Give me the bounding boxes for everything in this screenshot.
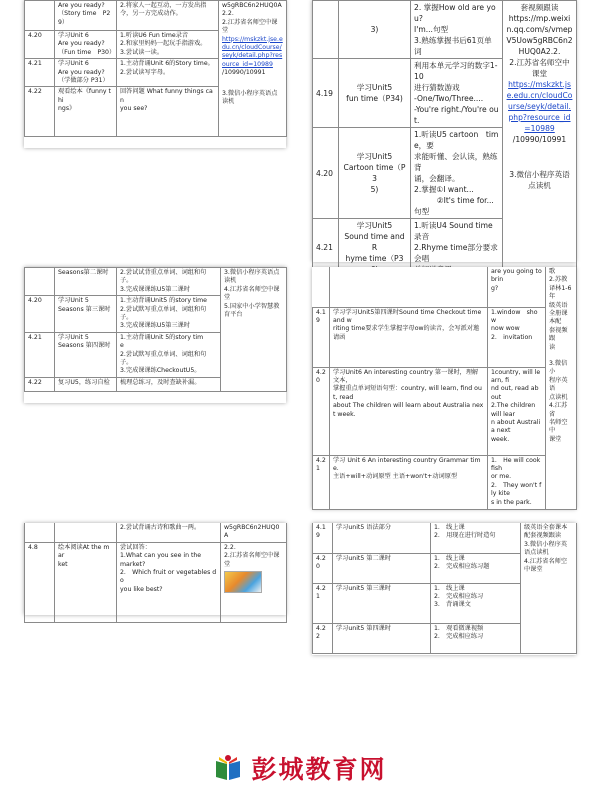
tasks-cell: 1. 观看微课视频 2. 完成相应练习: [431, 623, 521, 653]
schedule-table-2: [312, 0, 577, 302]
lesson-title-cell: 学习Unit6 An interesting country 第一课时，理解文本， 掌握重点单词短语句型：country, will learn, find out, read about The children will learn about Australia next week.: [330, 367, 488, 455]
date-cell: 4.21: [313, 583, 333, 623]
tasks-cell: 1.听读U6 Fun time录音 2.和家里妈妈一起玩手指游戏。 3.尝试读一读。: [117, 31, 219, 59]
date-cell: 4.8: [25, 542, 55, 622]
date-cell: [313, 267, 330, 307]
schedule-panel-1: [24, 0, 286, 148]
table-row: [313, 1, 577, 59]
date-cell: 4.21: [313, 219, 339, 277]
lesson-title-cell: 复习U5，练习自检: [55, 377, 117, 391]
date-cell: 4.19: [313, 523, 333, 553]
lesson-title-cell: 学习Unit5 fun time（P34): [339, 59, 411, 128]
date-cell: 4.22: [25, 377, 55, 391]
schedule-table-3: [24, 267, 287, 392]
course-link[interactable]: https://mskzkt.jse.edu.cn/cloudCourse/seyk/detail.php?resource_id=10989: [506, 80, 573, 133]
tasks-cell: 梳理总练习，及时查缺补漏。: [117, 377, 221, 391]
tasks-cell: 2. 掌握How old are you? I'm...句型 3.熟练掌握书后61页单词: [411, 1, 503, 59]
schedule-panel-4: [312, 267, 576, 509]
lesson-title-cell: [55, 523, 117, 542]
resources-cell: 2.2. 2.江苏省名师空中课 堂: [221, 542, 287, 622]
lesson-title-cell: 学习Unit 6 Are you ready? （Fun time P30）: [55, 31, 117, 59]
lesson-title-cell: 学习Unit 5 Seasons 第三课时: [55, 296, 117, 333]
resources-cell: w5gRBC6n2HUQ0A: [221, 523, 287, 542]
table-row: [313, 307, 577, 367]
lesson-title-cell: 学习 Unit 6 An interesting country Grammar time. 主语+will+动词原型 主语+won't+动词原型: [330, 455, 488, 509]
tasks-cell: 回答问题 What funny things can you see?: [117, 87, 219, 137]
schedule-table-5: [24, 523, 287, 623]
schedule-table-1: [24, 0, 287, 137]
lesson-title-cell: 学习学习Unit5第四课时Sound time Checkout time and w riting time要求学生掌握字母ow的读音，会写派对邀请函: [330, 307, 488, 367]
schedule-panel-2: [312, 0, 576, 262]
date-cell: 4.22: [25, 87, 55, 137]
tasks-cell: 1. 线上课 2. 完成相应练习 3. 背诵课文: [431, 583, 521, 623]
date-cell: 4.19: [313, 59, 339, 128]
date-cell: 4.21: [313, 455, 330, 509]
date-cell: [25, 523, 55, 542]
tasks-cell: 1. 线上课 2. 用现在进行时造句: [431, 523, 521, 553]
tasks-cell: 2.尝试背诵古诗和歌曲一两。: [117, 523, 221, 542]
tasks-cell: 1.主动背诵Unit 6的Story time。 2.尝试读写字母。: [117, 59, 219, 87]
schedule-table-4: [312, 267, 577, 510]
schedule-panel-3: [24, 267, 286, 403]
date-cell: [25, 268, 55, 296]
date-cell: 4.22: [313, 623, 333, 653]
lesson-title-cell: 学习unit5 第二课时: [333, 553, 431, 583]
date-cell: [25, 1, 55, 31]
tasks-cell: 1.window show now wow 2. invitation: [488, 307, 546, 367]
tasks-cell: 1. 线上课 2. 完成相应练习题: [431, 553, 521, 583]
resources-cell: 3.微信小程序英语点 读机 4.江苏省名师空中课 堂 5.国家中小学智慧教 育平台: [221, 268, 287, 392]
tasks-cell: 1.听读U5 cartoon time，要 求能听懂、会认读，熟练背 诵，会翻译。 2.掌握①I want... ②It's time for...句型: [411, 128, 503, 219]
table-row: [313, 523, 577, 553]
date-cell: 4.21: [25, 59, 55, 87]
schedule-panel-5: [24, 523, 286, 615]
date-cell: 4.20: [313, 367, 330, 455]
lesson-title-cell: 学习Unit 5 Seasons 第四课时: [55, 332, 117, 377]
resources-cell: 套视频跟读 https://mp.weixin.qq.com/s/vmepV5Uow5gRBC6n2HUQ0A2.2. 2.江苏省名师空中课堂 https://mskzkt.jse.edu.cn/cloudCourse/seyk/detail.php?resource_id=10989 /10990/10991 3.微信小程序英语点读机: [503, 1, 577, 302]
tasks-cell: 1.主动背诵Unit 5的story tim e 2.尝试默写重点单词、词组和句 子。 3.完成课课练CheckoutU5。: [117, 332, 221, 377]
tasks-cell: 1.主动背诵Unit5 的story time 2.尝试默写重点单词、词组和句 子。 3.完成课课练U5第三课时: [117, 296, 221, 333]
tasks-cell: 1.听读U4 Sound time录音 2.Rhyme time部分要求会唱: [411, 219, 503, 277]
lesson-title-cell: 3): [339, 1, 411, 59]
tasks-cell: are you going to brin g?: [488, 267, 546, 307]
date-cell: 4.20: [25, 296, 55, 333]
date-cell: 4.20: [313, 553, 333, 583]
date-cell: 4.20: [25, 31, 55, 59]
picture-book-thumbnail: [224, 571, 262, 593]
date-cell: 4.20: [313, 128, 339, 219]
table-row: [25, 268, 287, 296]
resources-cell: 级英语全套课本 配套视频跟读 3.微信小程序英 语点读机 4.江苏省名师空 中课堂: [521, 523, 577, 653]
tasks-cell: 2.尝试试背重点单词、词组和句 子。 3.完成课课练U5第二课时: [117, 268, 221, 296]
site-footer: [0, 745, 600, 791]
date-cell: [313, 1, 339, 59]
date-cell: 4.19: [313, 307, 330, 367]
lesson-title-cell: 学习unit5 第三课时: [333, 583, 431, 623]
schedule-panel-6: [312, 523, 576, 655]
tasks-cell: 2.将家人一起互动，一方发出指 令，另一方完成动作。: [117, 1, 219, 31]
tasks-cell: 1country, will learn, fi nd out, read about 2.The children will lear n about Australia next week.: [488, 367, 546, 455]
table-row: [313, 455, 577, 509]
table-row: [313, 267, 577, 307]
lesson-title-cell: 观看绘本《funny thi ngs》: [55, 87, 117, 137]
lesson-title-cell: 学习Unit5 Sound time and R hyme time（P3: [339, 219, 411, 277]
lesson-title-cell: 学习Unit 6 Are you ready? （学做部分 P31）: [55, 59, 117, 87]
lesson-title-cell: [330, 267, 488, 307]
tasks-cell: 利用本单元学习的数字1-10 进行猜数游戏 -One/Two/Three.... -You're right./You're out.: [411, 59, 503, 128]
date-cell: 4.21: [25, 332, 55, 377]
lesson-title-cell: Seasons第二课时: [55, 268, 117, 296]
table-row: [313, 367, 577, 455]
lesson-title-cell: 绘本阅读At the mar ket: [55, 542, 117, 622]
resources-cell: 歌 2.苏教译林1-6年 级英语全册课本配 套视频跟 读 3.微信小 程序英语 点读机 4.江苏省 名师空中 课堂: [546, 267, 577, 509]
lesson-title-cell: 学习unit5 第四课时: [333, 623, 431, 653]
lesson-title-cell: Are you ready? （Story time P2 9）: [55, 1, 117, 31]
schedule-table-6: [312, 523, 577, 654]
lesson-title-cell: 学习Unit5 Cartoon time（P3 5): [339, 128, 411, 219]
table-row: [25, 542, 287, 622]
table-row: [25, 1, 287, 31]
book-logo-icon: [213, 753, 243, 783]
table-row: [25, 523, 287, 542]
brand-name: 彭城教育网: [251, 755, 387, 784]
course-link[interactable]: https://mskzkt.jse.edu.cn/cloudCourse/seyk/detail.php?resource_id=10989: [222, 35, 283, 68]
lesson-title-cell: 学习unit5 语法部分: [333, 523, 431, 553]
tasks-cell: 尝试回答： 1.What can you see in the market? 2. Which fruit or vegetables do you like best?: [117, 542, 221, 622]
tasks-cell: 1. He will cook fish or me. 2. They won't fly kite s in the park.: [488, 455, 546, 509]
resources-cell: w5gRBC6n2HUQ0A 2.2. 2.江苏省名师空中课 堂 https://mskzkt.jse.edu.cn/cloudCourse/seyk/detail.php?resource_id=10989 /10990/10991 3.微信小程序英语点 读机: [219, 1, 287, 137]
